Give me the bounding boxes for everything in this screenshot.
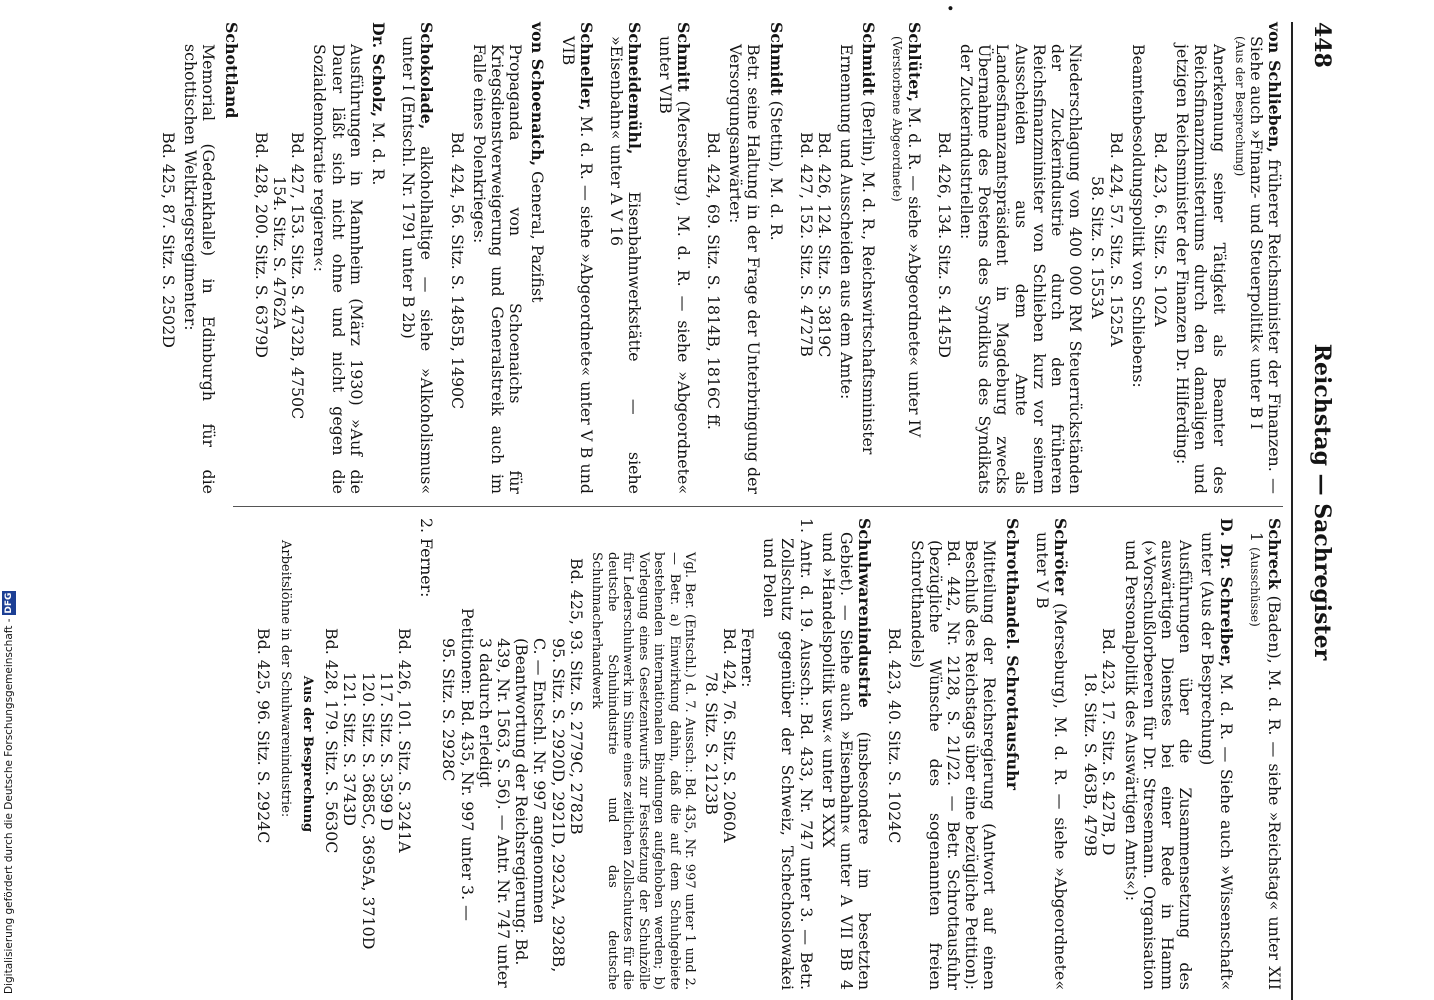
entry-ref: 120. Sitz. S. 3685C, 3695A, 3710D <box>358 672 378 950</box>
entry-text: alkoholhaltige — siehe »Alkoholismus« unter I (Entschl. Nr. 1791 unter B 2b) <box>399 36 437 494</box>
entry-ref: 18. Sitz. S. 463B, 479B <box>1081 672 1101 857</box>
entry-ref: Bd. 424, 76. Sitz. S. 2060A <box>719 628 739 843</box>
entry-ref: Bd. 425, 87. Sitz. S. 2502D <box>159 132 179 348</box>
entry-ref: 95. Sitz. S. 2928C <box>439 638 459 782</box>
entry-sub: Ausführungen in Mannheim (März 1930) »Auf die Dauer läßt sich nicht ohne und nicht gegen die Sozialdemokratie regieren«: <box>310 44 366 494</box>
item-number: 2. <box>417 518 437 534</box>
entry-head: von Schoenaich, <box>528 22 548 167</box>
entry-text: M. d. R. — Siehe auch »Wissenschaft« unter (Aus der Besprechung) <box>1198 532 1236 990</box>
entry-head: D. Dr. Schreiber, <box>1216 518 1236 668</box>
entry-text: General, Pazifist <box>528 171 548 303</box>
entry-text: (Stettin), M. d. R. <box>766 100 786 241</box>
entry-head: Schuhwarenindustrie <box>855 518 875 708</box>
entry-text: (insbesondere im besetzten Gebiet). — Siehe auch »Eisenbahn« unter A VII BB 4 und »Handelspolitik usw.« unter B XXX <box>818 532 875 991</box>
entry-head: Schokolade, <box>417 22 437 130</box>
entry-ref: 121. Sitz. S. 3743D <box>340 672 360 826</box>
entry-text: M. d. R. — siehe »Abgeordnete« unter IV <box>904 107 924 438</box>
entry-sub: Propaganda von Schoenaichs für Kriegsdienstverweigerung und Generalstreik auch im Falle eines Polenkrieges: <box>469 44 526 494</box>
entry-sub: Arbeitslöhne in der Schuhwarenindustrie: <box>277 540 293 818</box>
column-divider <box>233 506 1283 507</box>
entry-head: Schlüter, <box>904 22 924 103</box>
index-entry <box>159 22 240 494</box>
index-entry <box>935 22 1283 494</box>
entry-note: (Verstorbene Abgeordnete) <box>890 36 905 202</box>
entry-ref: Bd. 423, 17. Sitz. S. 427B, D <box>1099 628 1119 856</box>
entry-head: von Schlieben, <box>1265 22 1284 153</box>
index-entry <box>1247 518 1283 990</box>
index-entry <box>607 22 643 494</box>
entry-head: Schmidt <box>859 22 879 96</box>
entry-head: Schmidt <box>766 22 786 96</box>
entry-text: Eisenbahnwerkstätte — siehe »Eisenbahn« unter A V 16 <box>607 36 645 494</box>
entry-ref: Bd. 425, 96. Sitz. S. 2924C <box>253 628 273 844</box>
entry-head: Dr. Scholz, <box>369 22 389 118</box>
entry-text: früherer Reichsminister der Finanzen. — Siehe auch »Finanz- und Steuerpolitik« unter B I <box>1246 36 1284 494</box>
entry-sub: Betr. seine Haltung in der Frage der Unterbringung der Versorgungsanwärter: <box>726 44 764 494</box>
item-label: Petitionen: Bd. 435, Nr. 997 unter 3. — <box>457 608 477 921</box>
entry-sub: Anerkennung seiner Tätigkeit als Beamter des Reichsfinanzministeriums durch den damaligen und jetzigen Reichsminister der Finanzen Dr. Hilferding: <box>1173 44 1229 494</box>
left-column <box>147 22 1283 494</box>
entry-sub: Beamtenbesoldungspolitik von Schliebens: <box>1128 44 1148 388</box>
item-text: Ferner: <box>417 538 437 598</box>
entry-ref: Bd. 423, 6. Sitz. S. 102A <box>1150 132 1170 327</box>
entry-text: (Merseburg), M. d. R. — siehe »Abgeordnete« unter VIB <box>655 36 693 494</box>
item-text: Antr. d. 19. Aussch.: Bd. 433, Nr. 747 unter 3. — Betr. Zollschutz gegenüber der Schweiz, Tschechoslowakei und Polen <box>760 538 816 991</box>
index-entry <box>889 22 922 494</box>
entry-sub: Memorial (Gedenkhalle) in Edinburgh für die schottischen Weltkriegsregimenter: <box>181 44 219 494</box>
entry-text: M. d. R. — siehe »Abgeordnete« unter V B und VIB <box>558 36 596 494</box>
entry-ref: Bd. 426, 101. Sitz. S. 3241A <box>394 628 414 853</box>
index-entry <box>252 22 387 494</box>
entry-ref: Bd. 426, 124. Sitz. S. 3819C <box>814 132 834 358</box>
entry-sub: Ausführungen über die Zusammensetzung des auswärtigen Dienstes bei einer Rede in Hamm (»Vorschußlorbeeren für Dr. Stresemann. Organisation und Personalpolitik des Auswärtigen Amts«): <box>1121 540 1196 990</box>
entry-sub: Niederschlagung von 400 000 RM Steuerrückständen der Zuckerindustrie durch den früheren Reichsfinanzminister von Schlieben kurz vor seinem Ausscheiden aus dem Amte als Landesfinanzamtspräsident in Magdeburg zwecks Übernahme des Postens des Syndikus des Syndikats der Zuckerindustriellen: <box>956 44 1086 494</box>
entry-ref: 95. Sitz. S. 2920D, 2921D, 2923A, 2928B, C. — Entschl. Nr. 997 angenommen (Beantwortung der Reichsregierung: Bd. 439, Nr. 1563, S. 56). — Antr. Nr. 747 unter 3 dadurch erledigt <box>475 638 568 988</box>
bullet-mark: • <box>941 4 957 13</box>
entry-head: Schottland <box>221 22 241 119</box>
entry-ref: Bd. 426, 134. Sitz. S. 4145D <box>934 132 954 358</box>
footer-credit-text: Digitalisierung gefördert durch die Deutsche Forschungsgemeinschaft - <box>3 618 15 994</box>
entry-text: M. d. R. <box>369 122 389 186</box>
entry-note: (Aus der Besprechung) <box>1232 36 1247 177</box>
item-number: 1. <box>796 518 816 534</box>
numbered-item <box>760 518 815 990</box>
entry-sub: Mitteilung der Reichsregierung (Antwort auf einen Beschluß des Reichstags über eine bezügliche Petition): Bd. 442, Nr. 2128, S. 21/22. — Betr. Schrottausfuhr (bezügliche Wünsche des sogenannten freien Schrotthandels) <box>907 540 1000 990</box>
entry-ref: Bd. 423, 40. Sitz. S. 1024C <box>885 628 905 844</box>
entry-ref: 58. Sitz. S. 1553A <box>1088 176 1108 319</box>
index-entry <box>1033 518 1069 990</box>
index-entry <box>655 22 691 494</box>
entry-note: (Ausschüsse) <box>1247 547 1262 627</box>
entry-ref: Bd. 428, 179. Sitz. S. 5630C <box>322 628 342 854</box>
index-entry <box>447 22 546 494</box>
index-entry <box>885 518 1020 990</box>
page-title: Reichstag — Sachregister <box>1309 343 1335 661</box>
entry-sub: Ernennung und Ausscheiden aus dem Amte: <box>837 44 857 400</box>
entry-head: Schmitt <box>673 22 693 92</box>
entry-ref: Bd. 427, 153. Sitz. S. 4732B, 4750C <box>288 132 308 420</box>
index-entry <box>797 22 878 494</box>
entry-text: (Merseburg), M. d. R. — siehe »Abgeordnete« unter V B <box>1032 532 1070 990</box>
entry-head: Schröter <box>1050 518 1070 596</box>
running-head <box>1303 22 1335 982</box>
entry-ref: Bd. 428, 200. Sitz. S. 6379D <box>251 132 271 358</box>
entry-text: (Baden), M. d. R. — siehe »Reichstag« unter XII 1 <box>1246 532 1284 990</box>
item-label: Ferner: <box>737 628 757 688</box>
entry-ref: Bd. 427, 152. Sitz. S. 4727B <box>796 132 816 357</box>
entry-sub: Vgl. Ber. (Entschl.) d. 7. Aussch.: Bd. 435, Nr. 997 unter 1 und 2. — Betr. a) Einwirkung dahin, daß die auf dem Schuhgebiete bestehenden internationalen Bindungen aufgehoben werden; b) Vorlegung eines Gesetzentwurfs zur Festsetzung der Schuhzölle für Lederschuhwerk im Sinne eines zeitlichen Zollschutzes für die deutsche Schuhindustrie und das deutsche Schuhmacherhandwerk <box>589 552 698 990</box>
dfg-logo: DFG <box>4 592 14 614</box>
entry-head: Schneidemühl, <box>625 22 645 155</box>
page-number: 448 <box>1309 22 1335 68</box>
entry-ref: 78. Sitz. S. 2123B <box>701 672 721 815</box>
numbered-item <box>417 518 435 990</box>
index-entry <box>704 22 785 494</box>
index-entry <box>559 22 595 494</box>
index-entry <box>1081 518 1235 990</box>
entry-ref: 154. Sitz. S. 4762A <box>270 176 290 329</box>
entry-ref: Bd. 424, 56. Sitz. S. 1485B, 1490C <box>447 132 467 410</box>
footer-credit-strip <box>2 585 16 994</box>
right-column <box>241 518 1283 990</box>
entry-ref: Bd. 424, 69. Sitz. S. 1814B, 1816C ff. <box>703 132 723 430</box>
header-rule <box>1291 22 1293 1000</box>
entry-head: Schreck <box>1265 518 1284 590</box>
index-entry <box>253 518 873 990</box>
index-entry <box>399 22 435 494</box>
section-label: Aus der Besprechung <box>299 675 315 833</box>
entry-ref: 117. Sitz. S. 3599 D <box>376 672 396 831</box>
entry-ref: Bd. 424, 57. Sitz. S. 1525A <box>1106 132 1126 347</box>
register-columns <box>159 4 1284 1000</box>
entry-ref: Bd. 425, 93. Sitz. S. 2779C, 2782B <box>566 558 586 835</box>
entry-text: (Berlin), M. d. R., Reichswirtschaftsminister <box>859 100 879 455</box>
entry-head: Schneller, <box>576 22 596 111</box>
entry-head: Schrotthandel. Schrottausfuhr <box>1002 518 1022 790</box>
